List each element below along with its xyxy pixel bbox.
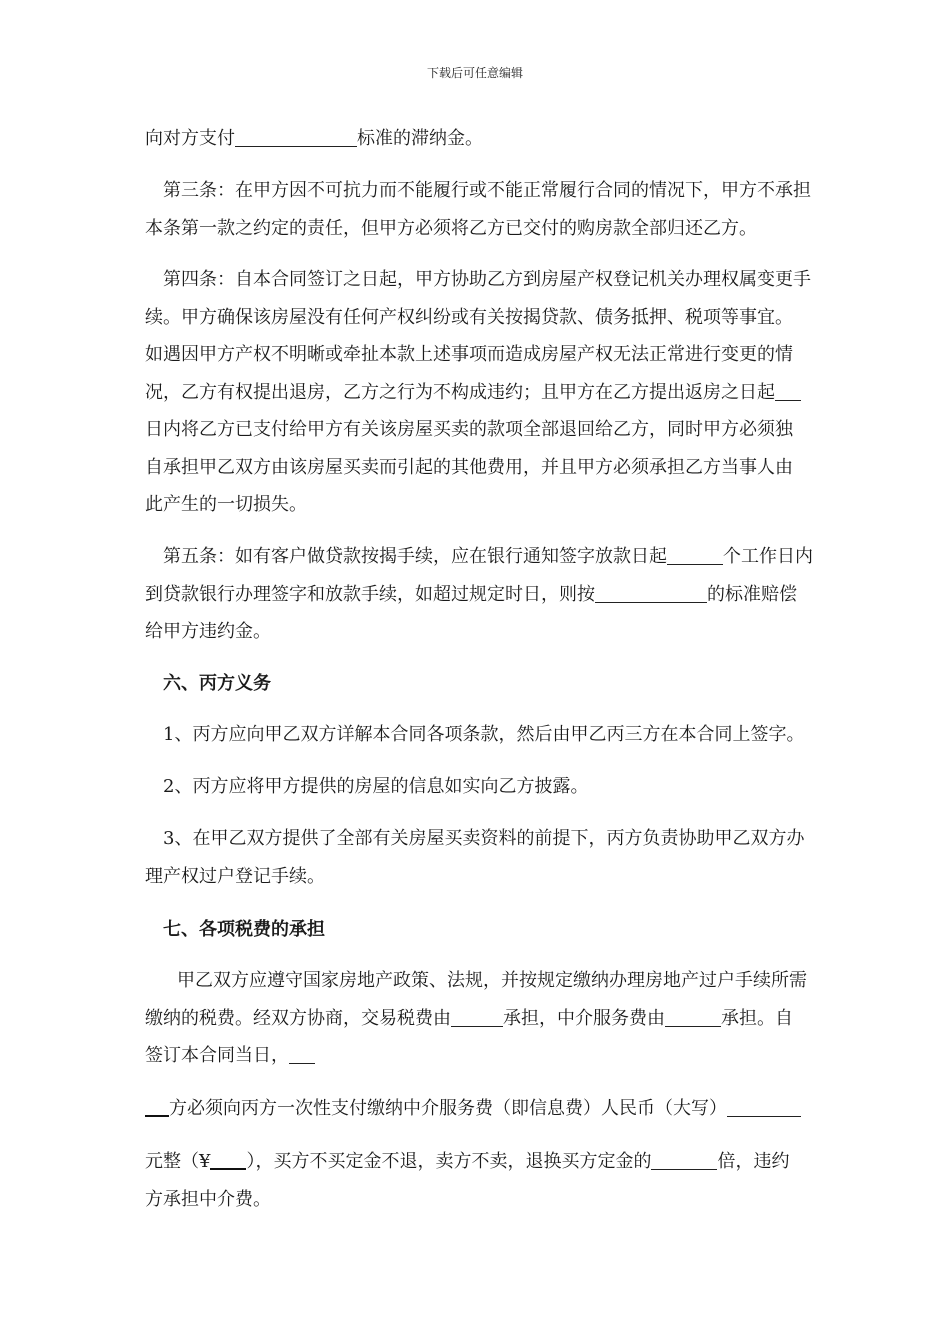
blank-field[interactable] xyxy=(451,1006,503,1027)
blank-field[interactable] xyxy=(651,1149,717,1170)
clause-4: 第四条：自本合同签订之日起，甲方协助乙方到房屋产权登记机关办理权属变更手 续。甲方确保该房屋没有任何产权纠纷或有关按揭贷款、债务抵押、税项等事宜。 如遇因甲方产权不明晰或牵扯本款上述事项而造成房屋产权无法正常进行变更的情 况，乙方有权提出退房，乙方之行为不构成违约；且甲方在乙方提出返房之日起 日内将乙方已支付给甲方有关该房屋买卖的款项全部退回给乙方，同时甲方必须独 自承担甲乙双方由该房屋买卖而引起的其他费用，并且甲方必须承担乙方当事人由 此产生的一切损失。 xyxy=(145,269,811,515)
blank-field[interactable] xyxy=(727,1096,801,1117)
section-6-item-3: 3、在甲乙双方提供了全部有关房屋买卖资料的前提下，丙方负责协助甲乙双方办 理产权过户登记手续。 xyxy=(145,828,805,887)
clause-5: 第五条：如有客户做贷款按揭手续，应在银行通知签字放款日起 个工作日内 到贷款银行办理签字和放款手续，如超过规定时日，则按 的标准赔偿 给甲方违约金。 xyxy=(145,546,813,642)
blank-field[interactable] xyxy=(595,582,707,603)
blank-field[interactable] xyxy=(775,380,801,401)
section-6-item-1: 1、丙方应向甲乙双方详解本合同各项条款，然后由甲乙丙三方在本合同上签字。 xyxy=(163,724,805,745)
section-6-item-2: 2、丙方应将甲方提供的房屋的信息如实向乙方披露。 xyxy=(163,776,589,797)
blank-field[interactable] xyxy=(235,126,357,147)
section-7-deposit-line: 元整（¥ ），买方不买定金不退，卖方不卖，退换买方定金的 倍，违约 方承担中介费。 xyxy=(145,1143,855,1218)
blank-field[interactable] xyxy=(289,1043,315,1064)
section-7-fee-line: 方必须向丙方一次性支付缴纳中介服务费（即信息费）人民币（大写） xyxy=(145,1090,855,1128)
section-7-paragraph: 甲乙双方应遵守国家房地产政策、法规，并按规定缴纳办理房地产过户手续所需 缴纳的税费。经双方协商，交易税费由 承担，中介服务费由 承担。自 签订本合同当日， xyxy=(145,970,807,1066)
blank-field[interactable] xyxy=(665,1006,721,1027)
blank-field[interactable] xyxy=(145,1095,169,1117)
page-header: 下载后可任意编辑 xyxy=(426,66,523,80)
blank-field[interactable] xyxy=(210,1148,246,1170)
blank-field[interactable] xyxy=(667,544,723,565)
section-heading-7: 七、各项税费的承担 xyxy=(163,919,325,940)
clause-3: 第三条：在甲方因不可抗力而不能履行或不能正常履行合同的情况下，甲方不承担 本条第一款之约定的责任，但甲方必须将乙方已交付的购房款全部归还乙方。 xyxy=(145,180,811,239)
section-heading-6: 六、丙方义务 xyxy=(163,673,271,694)
paragraph-late-fee: 向对方支付 标准的滞纳金。 xyxy=(145,128,483,149)
